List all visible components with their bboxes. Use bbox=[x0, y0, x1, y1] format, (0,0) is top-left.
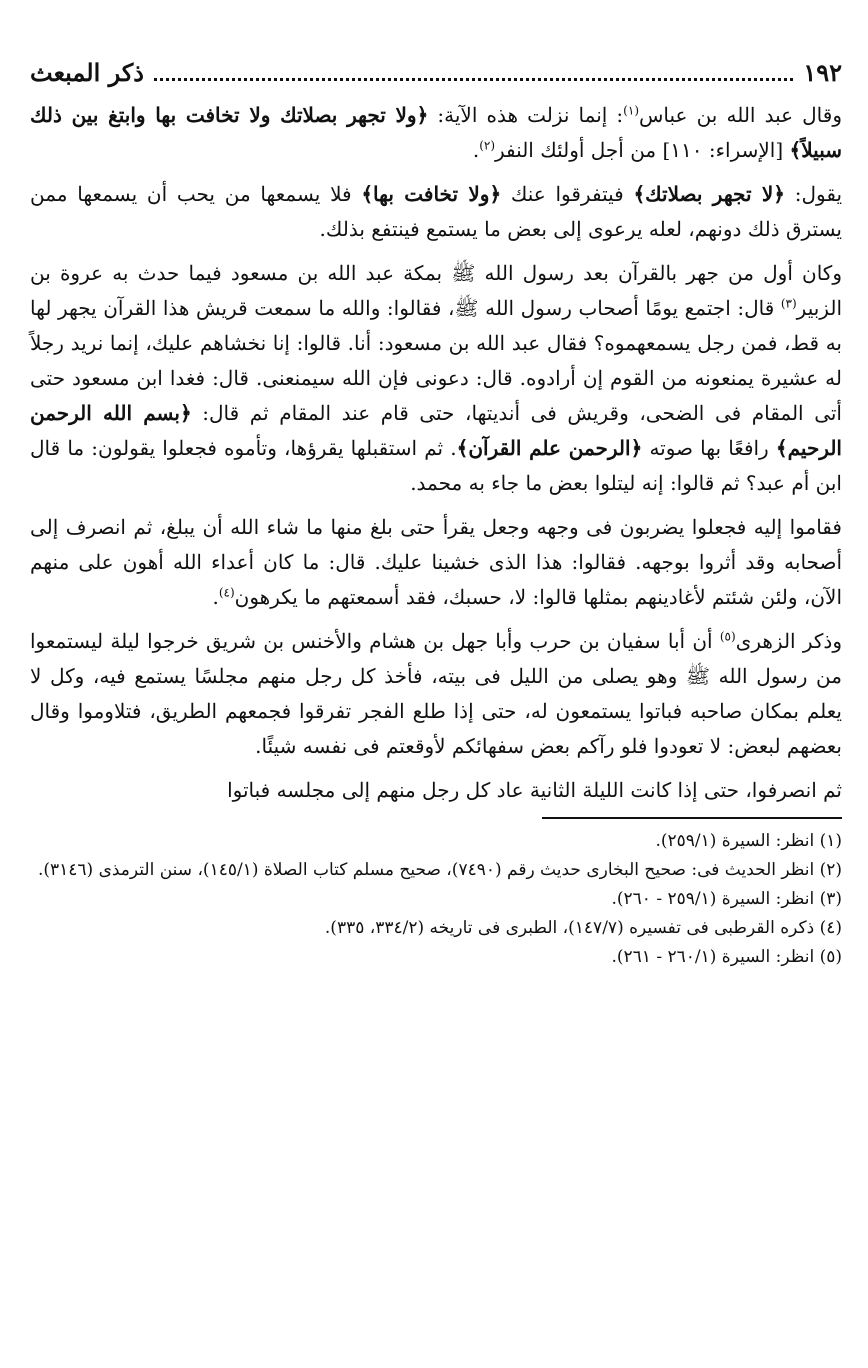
footnote-1: (١) انظر: السيرة (٢٥٩/١). bbox=[655, 831, 842, 851]
footnote-3: (٣) انظر: السيرة (٢٥٩/١ - ٢٦٠). bbox=[611, 889, 842, 909]
quran-quote: ﴿ولا تخافت بها﴾ bbox=[361, 182, 502, 206]
running-header bbox=[30, 58, 842, 98]
text-run: رافعًا بها صوته bbox=[642, 436, 776, 460]
paragraph-2 bbox=[30, 177, 842, 247]
text-run: وذكر الزهرى bbox=[735, 629, 842, 653]
text-run: قال: اجتمع يومًا أصحاب رسول الله ﷺ، فقالوا: والله ما سمعت قريش هذا القرآن يجهر لها به قط، فمن رجل يسمعهموه؟ فقال عبد الله بن مسعود: أنا. قالوا: إنا نخشاهم عليك، إنما نريد رجلاً له عشيرة يمنعونه من القوم إن أرادوه. قال: دعونى فإن الله سيمنعنى. قال: فغدا ابن مسعود حتى أتى المقام فى الضحى، وقريش فى أنديتها، حتى قام عند المقام ثم قال: bbox=[30, 296, 842, 425]
paragraph-6: ثم انصرفوا، حتى إذا كانت الليلة الثانية عاد كل رجل منهم إلى مجلسه فباتوا bbox=[227, 778, 842, 802]
paragraph-5 bbox=[30, 624, 842, 764]
text-run: . bbox=[212, 585, 219, 609]
footnote-ref-2[interactable]: (٢) bbox=[479, 138, 496, 153]
text-run: وقال عبد الله بن عباس bbox=[639, 103, 842, 127]
footnote-5: (٥) انظر: السيرة (٢٦٠/١ - ٢٦١). bbox=[611, 947, 842, 967]
footnote-ref-4[interactable]: (٤) bbox=[218, 585, 235, 600]
footnote-ref-1[interactable]: (١) bbox=[623, 103, 639, 118]
paragraph-1 bbox=[30, 98, 842, 168]
text-run: فيتفرقوا عنك bbox=[501, 182, 634, 206]
text-run: وكان أول من جهر بالقرآن بعد رسول الله ﷺ بمكة عبد الله بن مسعود فيما حدث به عروة بن الزبير bbox=[30, 261, 842, 320]
text-run: [الإسراء: ١١٠] من أجل أولئك النفر bbox=[495, 138, 790, 162]
quran-quote: ﴿بسم الله الرحمن الرحيم﴾ bbox=[30, 401, 842, 460]
footnote-2: (٢) انظر الحديث فى: صحيح البخارى حديث رقم (٧٤٩٠)، صحيح مسلم كتاب الصلاة (١٤٥/١)، سنن الترمذى (٣١٤٦). bbox=[37, 860, 842, 880]
footnote-ref-5[interactable]: (٥) bbox=[719, 629, 736, 644]
quran-quote: ﴿ولا تجهر بصلاتك ولا تخافت بها وابتغ بين ذلك سبيلاً﴾ bbox=[30, 103, 842, 162]
paragraph-3 bbox=[30, 256, 842, 501]
text-run: : إنما نزلت هذه الآية: bbox=[428, 103, 624, 127]
text-run: . ثم استقبلها يقرؤها، وتأموه فجعلوا يقولون: ما قال ابن أم عبد؟ ثم قالوا: إنه ليتلوا بعض ما جاء به محمد. bbox=[30, 436, 842, 495]
quran-quote: ﴿الرحمن علم القرآن﴾ bbox=[456, 436, 643, 460]
text-run: فلا يسمعها من يحب أن يسمعها ممن يسترق ذلك دونهم، لعله يرعوى إلى بعض ما يستمع فينتفع بذلك. bbox=[30, 182, 842, 241]
footnote-separator bbox=[542, 817, 842, 819]
page-number: ١٩٢ bbox=[803, 58, 842, 87]
paragraph-4 bbox=[30, 510, 842, 615]
footnotes bbox=[30, 827, 842, 972]
quran-quote: ﴿لا تجهر بصلاتك﴾ bbox=[633, 182, 785, 206]
text-run: يقول: bbox=[784, 182, 843, 206]
footnote-ref-3[interactable]: (٣) bbox=[780, 296, 797, 311]
footnote-4: (٤) ذكره القرطبى فى تفسيره (١٤٧/٧)، الطبرى فى تاريخه (٣٣٤/٢، ٣٣٥). bbox=[324, 918, 842, 938]
chapter-title: ذكر المبعث bbox=[30, 58, 144, 87]
page bbox=[30, 58, 842, 1358]
text-run: أن أبا سفيان بن حرب وأبا جهل بن هشام والأخنس بن شريق خرجوا ليلة ليستمعوا من رسول الله ﷺ وهو يصلى من الليل فى بيته، فأخذ كل رجل منهم مجلسًا يستمع فيه، وكل لا يعلم بمكان صاحبه فباتوا يستمعون له، حتى إذا طلع الفجر تفرقوا فجمعهم الطريق، فتلاوموا وقال بعضهم لبعض: لا تعودوا فلو رآكم بعض سفهائكم لأوقعتم فى نفسه شيئًا. bbox=[30, 629, 842, 758]
text-run: . bbox=[472, 138, 480, 162]
text-run: فقاموا إليه فجعلوا يضربون فى وجهه وجعل يقرأ حتى بلغ منها ما شاء الله أن يبلغ، ثم انصرف إلى أصحابه وقد أثروا بوجهه. فقالوا: هذا الذى خشينا عليك. قال: ما كان أعداء الله أهون على منهم الآن، ولئن شئتم لأغادينهم بمثلها قالوا: لا، حسبك، فقد أسمعتهم ما يكرهون bbox=[30, 515, 842, 609]
header-dotted-leader bbox=[154, 78, 793, 81]
